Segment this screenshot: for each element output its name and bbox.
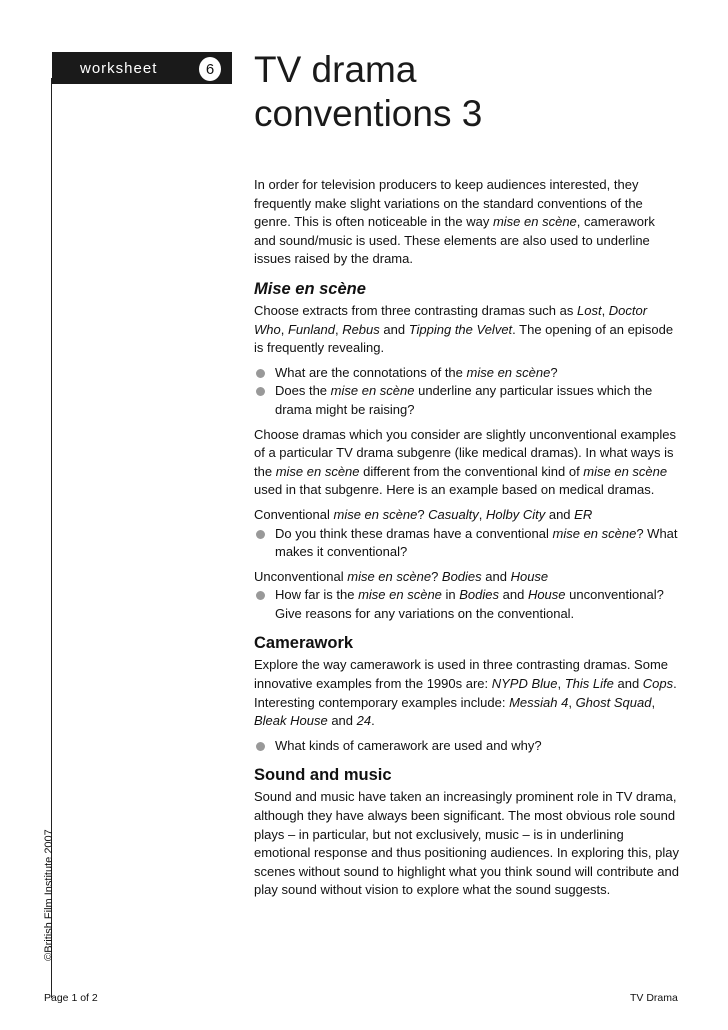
sound-music-heading: Sound and music <box>254 766 392 785</box>
bullet-item: Do you think these dramas have a conventional mise en scène? What makes it conventional? <box>254 525 679 562</box>
camerawork-paragraph: Explore the way camerawork is used in three contrasting dramas. Some innovative examples from the 1990s are: NYPD Blue, This Life and Cops. Interesting contemporary examples include: Messiah 4, Ghost Squad, Bleak House and 24. <box>254 657 677 729</box>
bullet-item: Does the mise en scène underline any particular issues which the drama might be raising? <box>254 382 679 419</box>
copyright-notice <box>40 825 58 965</box>
bullet-item: What are the connotations of the mise en scène? <box>254 364 679 383</box>
mise-paragraph-3: Conventional mise en scène? Casualty, Holby City and ER <box>254 506 593 522</box>
title-line-2: conventions 3 <box>254 93 483 134</box>
bullet-item: How far is the mise en scène in Bodies and House unconventional? Give reasons for any variations on the conventional. <box>254 586 679 623</box>
mise-bullets-2 <box>254 525 679 562</box>
camerawork-heading: Camerawork <box>254 634 354 653</box>
mise-bullets-3 <box>254 586 679 623</box>
page-title <box>254 48 482 136</box>
intro-paragraph: In order for television producers to keep audiences interested, they frequently make slight variations on the standard conventions of the genre. This is often noticeable in the way mise en scène, camerawork and sound/music is used. These elements are also used to underline issues raised by the drama. <box>254 177 655 267</box>
mise-paragraph-4: Unconventional mise en scène? Bodies and House <box>254 568 549 584</box>
bullet-item: What kinds of camerawork are used and why? <box>254 737 679 756</box>
worksheet-number-badge: 6 <box>199 57 221 81</box>
worksheet-label: worksheet <box>80 60 158 77</box>
camerawork-bullets <box>254 737 679 756</box>
page-number: Page 1 of 2 <box>44 992 98 1004</box>
footer-topic: TV Drama <box>630 992 678 1004</box>
sound-paragraph: Sound and music have taken an increasingly prominent role in TV drama, although they have always been significant. The most obvious role sound plays – in particular, but not exclusively, music – is in underlining emotional response and thus positioning audiences. In exploring this, play scenes without sound to highlight what you think sound will contribute and play sound without vision to explore what the sound suggests. <box>254 789 679 898</box>
mise-paragraph-2: Choose dramas which you consider are slightly unconventional examples of a particular TV drama subgenre (like medical dramas). In what ways is the mise en scène different from the conventional kind of mise en scène used in that subgenre. Here is an example based on medical dramas. <box>254 426 677 498</box>
mise-en-scene-heading: Mise en scène <box>254 279 366 298</box>
title-line-1: TV drama <box>254 49 417 90</box>
worksheet-body <box>254 176 679 906</box>
mise-paragraph-1: Choose extracts from three contrasting dramas such as Lost, Doctor Who, Funland, Rebus and Tipping the Velvet. The opening of an episode is frequently revealing. <box>254 302 674 356</box>
copyright-text: ©British Film Institute 2007 <box>43 829 55 961</box>
mise-bullets-1 <box>254 364 679 420</box>
